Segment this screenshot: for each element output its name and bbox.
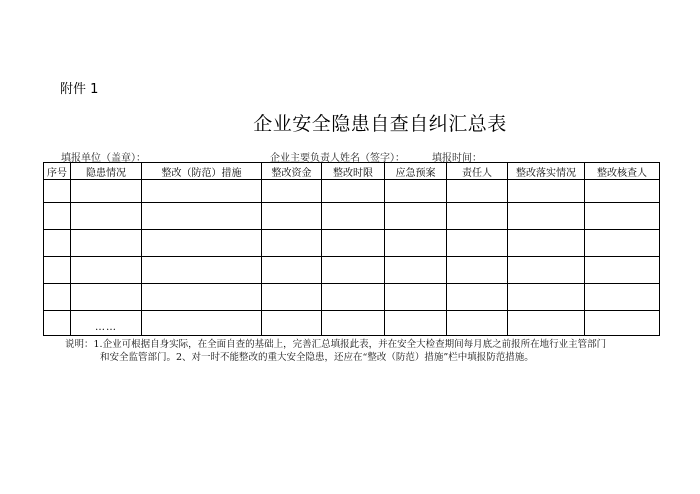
col-header-implementation: 整改落实情况 bbox=[508, 163, 585, 180]
table-cell[interactable] bbox=[508, 311, 585, 336]
table-cell[interactable] bbox=[322, 230, 385, 257]
table-cell[interactable] bbox=[508, 257, 585, 284]
table-cell[interactable] bbox=[262, 311, 322, 336]
table-cell[interactable] bbox=[385, 180, 447, 203]
explanatory-note bbox=[65, 338, 685, 364]
table-cell[interactable] bbox=[508, 203, 585, 230]
table-cell[interactable] bbox=[585, 257, 660, 284]
table-cell[interactable] bbox=[447, 284, 508, 311]
table-row bbox=[44, 180, 660, 203]
ellipsis-text: …… bbox=[95, 322, 117, 333]
table-cell[interactable] bbox=[44, 230, 71, 257]
table-cell[interactable] bbox=[508, 230, 585, 257]
table-cell[interactable] bbox=[322, 257, 385, 284]
table-cell[interactable] bbox=[385, 311, 447, 336]
table-cell[interactable] bbox=[447, 230, 508, 257]
table-cell[interactable] bbox=[262, 230, 322, 257]
table-cell[interactable] bbox=[142, 284, 262, 311]
table-cell[interactable] bbox=[385, 257, 447, 284]
table-cell[interactable] bbox=[142, 180, 262, 203]
table-cell[interactable] bbox=[71, 257, 142, 284]
table-cell[interactable] bbox=[262, 257, 322, 284]
table-cell[interactable] bbox=[71, 311, 142, 336]
col-header-verifier: 整改核查人 bbox=[585, 163, 660, 180]
table-header-row bbox=[44, 163, 660, 180]
fill-unit-label: 填报单位（盖章）： bbox=[61, 153, 146, 164]
table-cell[interactable] bbox=[44, 180, 71, 203]
table-row bbox=[44, 311, 660, 336]
table-row bbox=[44, 203, 660, 230]
table-row bbox=[44, 230, 660, 257]
table-cell[interactable] bbox=[142, 203, 262, 230]
table-row bbox=[44, 257, 660, 284]
col-header-measures: 整改（防范）措施 bbox=[142, 163, 262, 180]
table-cell[interactable] bbox=[508, 180, 585, 203]
table-cell[interactable] bbox=[262, 284, 322, 311]
table-cell[interactable] bbox=[585, 284, 660, 311]
table-cell[interactable] bbox=[142, 311, 262, 336]
table-cell[interactable] bbox=[322, 284, 385, 311]
table-cell[interactable] bbox=[71, 230, 142, 257]
table-cell[interactable] bbox=[447, 257, 508, 284]
table-cell[interactable] bbox=[322, 203, 385, 230]
table-cell[interactable] bbox=[322, 180, 385, 203]
responsible-person-label: 企业主要负责人姓名（签字）： bbox=[270, 153, 405, 164]
col-header-funds: 整改资金 bbox=[262, 163, 322, 180]
table-cell[interactable] bbox=[262, 180, 322, 203]
table-cell[interactable] bbox=[142, 257, 262, 284]
table-cell[interactable] bbox=[142, 230, 262, 257]
table-cell[interactable] bbox=[508, 284, 585, 311]
table-cell[interactable] bbox=[447, 180, 508, 203]
table-row bbox=[44, 284, 660, 311]
col-header-serial: 序号 bbox=[44, 163, 71, 180]
table-cell[interactable] bbox=[585, 311, 660, 336]
table-cell[interactable] bbox=[44, 257, 71, 284]
table-cell[interactable] bbox=[44, 203, 71, 230]
table-cell[interactable] bbox=[385, 203, 447, 230]
table-cell[interactable] bbox=[262, 203, 322, 230]
table-cell[interactable] bbox=[44, 311, 71, 336]
table-cell[interactable] bbox=[585, 203, 660, 230]
table-cell[interactable] bbox=[447, 203, 508, 230]
table-cell[interactable] bbox=[585, 180, 660, 203]
col-header-deadline: 整改时限 bbox=[322, 163, 385, 180]
fill-time-label: 填报时间： bbox=[432, 153, 482, 164]
attachment-label: 附件 1 bbox=[60, 82, 99, 97]
table-cell[interactable] bbox=[385, 230, 447, 257]
note-line-1: 说明：1.企业可根据自身实际，在全面自查的基础上，完善汇总填报此表，并在安全大检查期间每月底之前报所在地行业主管部门 bbox=[65, 339, 607, 350]
table-cell[interactable] bbox=[71, 203, 142, 230]
page-title: 企业安全隐患自查自纠汇总表 bbox=[253, 113, 507, 135]
table-cell[interactable] bbox=[585, 230, 660, 257]
col-header-emergency-plan: 应急预案 bbox=[385, 163, 447, 180]
table-cell[interactable] bbox=[71, 180, 142, 203]
col-header-hazard: 隐患情况 bbox=[71, 163, 142, 180]
note-line-2: 和安全监管部门。2、对一时不能整改的重大安全隐患，还应在“整改（防范）措施”栏中填报防范措施。 bbox=[100, 352, 534, 363]
hazard-summary-table bbox=[43, 162, 660, 336]
table-cell[interactable] bbox=[44, 284, 71, 311]
table-cell[interactable] bbox=[447, 311, 508, 336]
table-cell[interactable] bbox=[385, 284, 447, 311]
table-cell[interactable] bbox=[71, 284, 142, 311]
col-header-responsible: 责任人 bbox=[447, 163, 508, 180]
table-cell[interactable] bbox=[322, 311, 385, 336]
